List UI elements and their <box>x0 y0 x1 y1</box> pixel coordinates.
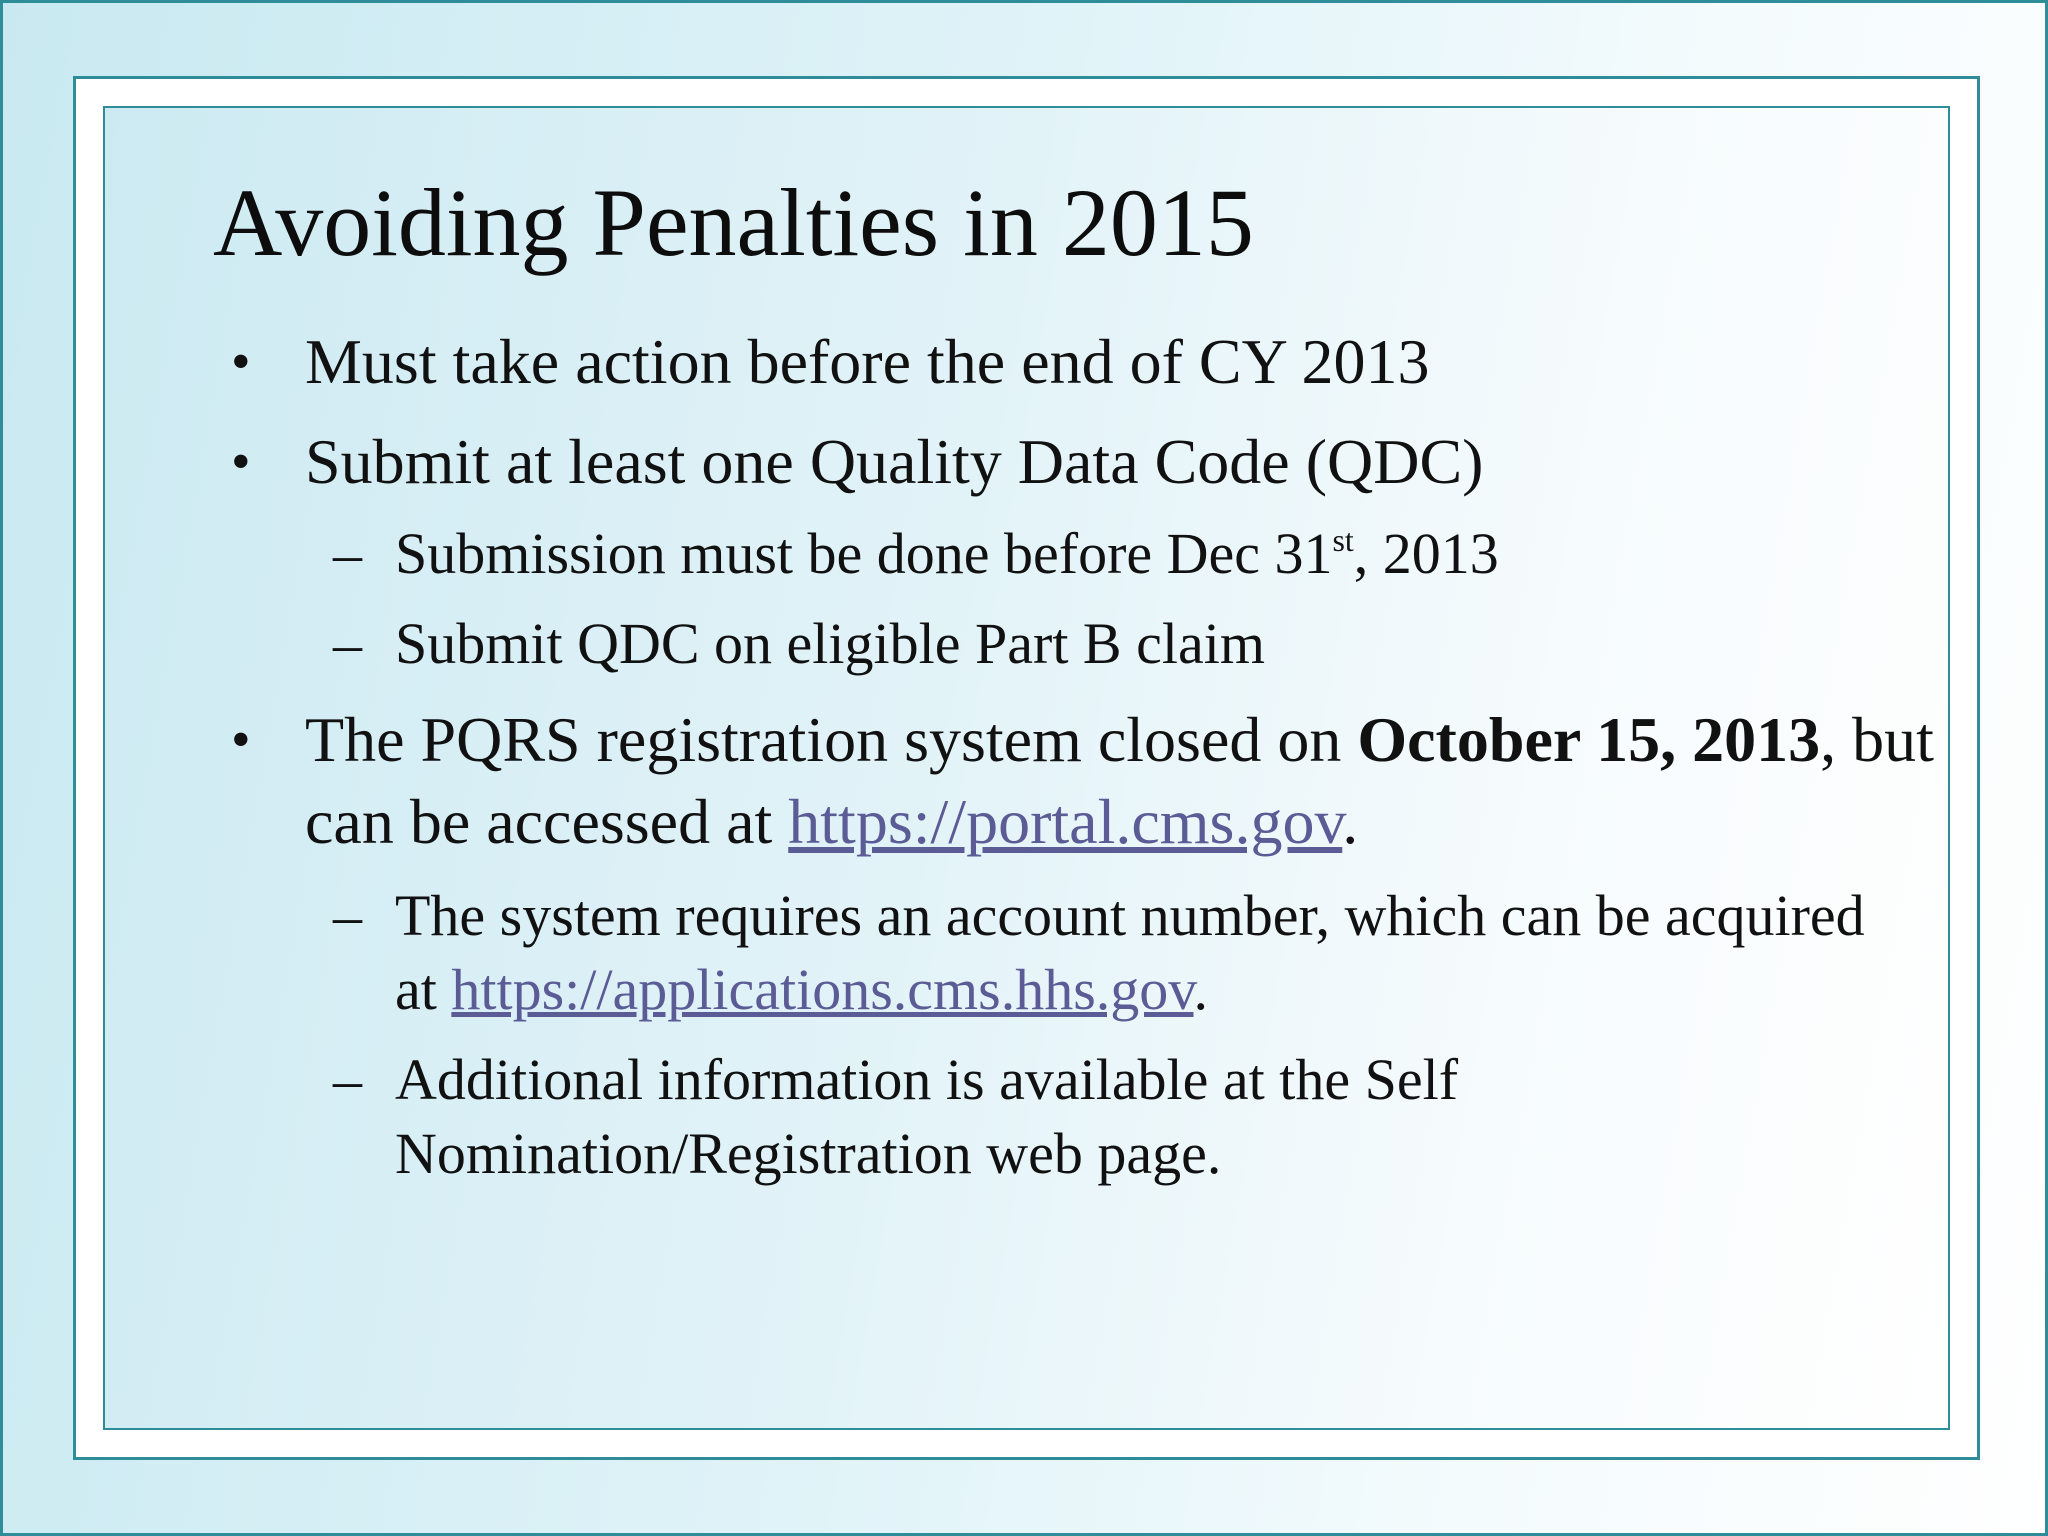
sub-bullet-text: Additional information is available at the Self Nomination/Registration web page. <box>395 1047 1459 1186</box>
portal-link[interactable]: https://portal.cms.gov <box>788 786 1343 857</box>
bullet-dot-icon: • <box>231 431 251 493</box>
bullet-text: Submit at least one Quality Data Code (QDC) <box>305 426 1484 497</box>
bold-date: October 15, 2013 <box>1357 704 1821 775</box>
bullet-text-continued: , but can be accessed at <box>305 704 1934 857</box>
bullet-item-registration <box>231 699 1945 863</box>
sub-bullet-text-end: , 2013 <box>1353 521 1499 586</box>
sub-bullet-text: Submit QDC on eligible Part B claim <box>395 611 1265 676</box>
applications-link[interactable]: https://applications.cms.hhs.gov <box>451 957 1194 1022</box>
dash-icon: – <box>333 1047 362 1112</box>
ordinal-suffix: st <box>1332 523 1354 559</box>
dash-icon: – <box>333 883 362 948</box>
bullet-dot-icon: • <box>231 709 251 771</box>
sub-bullet-item-part-b <box>333 607 1915 681</box>
bullet-item-take-action <box>231 321 1905 403</box>
sub-bullet-item-deadline <box>333 517 1915 591</box>
bullet-text: Must take action before the end of CY 2013 <box>305 326 1430 397</box>
sub-bullet-item-additional-info <box>333 1043 1695 1191</box>
sub-bullet-text: Submission must be done before Dec 31 <box>395 521 1333 586</box>
bullet-dot-icon: • <box>231 331 251 393</box>
dash-icon: – <box>333 611 362 676</box>
sub-bullet-item-account <box>333 879 1915 1027</box>
sub-bullet-text-end: . <box>1193 957 1208 1022</box>
dash-icon: – <box>333 521 362 586</box>
sub-bullet-text: The system requires an account number, which can be acquired at <box>395 883 1865 1022</box>
bullet-item-submit-qdc <box>231 421 1905 503</box>
bullet-text-end: . <box>1342 786 1359 857</box>
slide-title: Avoiding Penalties in 2015 <box>213 169 1254 276</box>
bullet-text: The PQRS registration system closed on <box>305 704 1358 775</box>
